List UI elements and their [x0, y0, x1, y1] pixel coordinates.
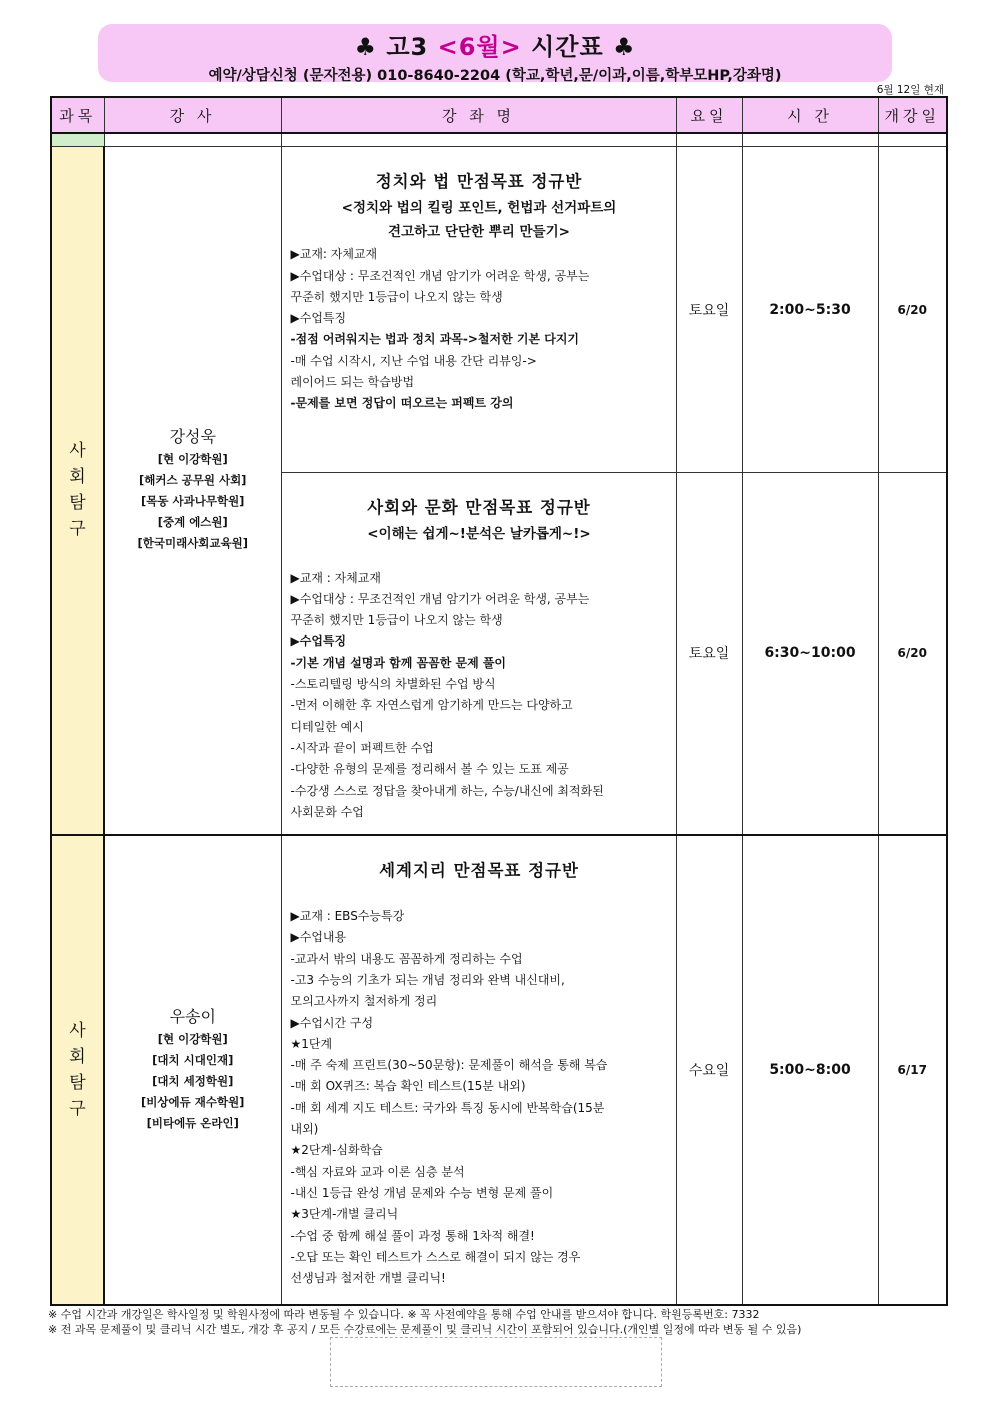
timetable — [50, 96, 948, 1306]
time-cell: 5:00~8:00 — [742, 835, 878, 1305]
teacher-career: [현 이강학원] — [157, 1031, 228, 1046]
title-banner — [98, 24, 892, 82]
start-date-cell: 6/17 — [878, 835, 947, 1305]
course-detail-line: ★3단계-개별 클리닉 — [290, 1207, 399, 1222]
table-row — [51, 147, 947, 473]
course-detail-line — [291, 546, 668, 567]
course-detail-line: -내신 1등급 완성 개념 문제와 수능 변형 문제 풀이 — [290, 1185, 554, 1200]
start-date-cell: 6/20 — [878, 473, 947, 835]
start-date-cell: 6/20 — [878, 147, 947, 473]
day-cell: 수요일 — [676, 835, 742, 1305]
course-detail-line: ★1단계 — [290, 1036, 333, 1051]
as-of-date: 6월 12일 현재 — [876, 84, 944, 96]
teacher-cell — [104, 835, 281, 1305]
course-cell — [281, 473, 676, 835]
teacher-career: [해커스 공무원 사회] — [139, 473, 247, 488]
day-cell: 토요일 — [676, 473, 742, 835]
teacher-name: 강성욱 — [169, 427, 216, 447]
course-detail-line: 디테일한 예시 — [290, 719, 364, 734]
time-cell: 2:00~5:30 — [742, 147, 878, 473]
course-detail-line: ▶교재: 자체교재 — [290, 247, 378, 262]
footer-note: ※ 전 과목 문제풀이 및 클리닉 시간 별도, 개강 후 공지 / 모든 수강료에는 문제풀이 및 클리닉 시간이 포함되어 있습니다.(개인별 일정에 따라 변동 될 수 있음) — [48, 1323, 802, 1336]
course-detail-line: -시작과 끝이 퍼펙트한 수업 — [290, 740, 434, 755]
course-detail-line — [291, 885, 668, 906]
subject-cell: 사 회 탐 구 — [51, 835, 104, 1305]
course-detail-line: ★2단계-심화학습 — [290, 1143, 383, 1158]
table-header — [51, 97, 947, 133]
course-detail-line: -수업 중 함께 해설 풀이 과정 통해 1차적 해결! — [290, 1228, 535, 1243]
teacher-career: [대치 시대인재] — [152, 1052, 234, 1067]
course-detail-line: -고3 수능의 기초가 되는 개념 정리와 완벽 내신대비, — [290, 972, 565, 987]
empty-box — [330, 1337, 662, 1387]
table-row — [51, 835, 947, 1305]
subject-cell: 사 회 탐 구 — [51, 147, 104, 835]
course-detail-line: -기본 개념 설명과 함께 꼼꼼한 문제 풀이 — [290, 655, 507, 670]
course-detail-line: -매 주 숙제 프린트(30~50문항): 문제풀이 해석을 통해 복습 — [290, 1058, 608, 1073]
course-title: 세계지리 만점목표 정규반 — [379, 860, 579, 880]
course-detail-line: ▶수업내용 — [290, 930, 347, 945]
course-detail-line: ▶교재 : 자체교재 — [290, 570, 381, 585]
teacher-career: [대치 세정학원] — [152, 1073, 234, 1088]
time-cell: 6:30~10:00 — [742, 473, 878, 835]
course-detail-line: -교과서 밖의 내용도 꼼꼼하게 정리하는 수업 — [290, 951, 523, 966]
teacher-career: [비상에듀 재수학원] — [141, 1094, 245, 1109]
teacher-career: [한국미래사회교육원] — [137, 536, 248, 551]
course-cell — [281, 147, 676, 473]
course-title: 사회와 문화 만점목표 정규반 — [367, 498, 591, 517]
col-teacher: 강 사 — [104, 97, 281, 133]
course-detail-line: -매 회 OX퀴즈: 복습 확인 테스트(15분 내외) — [290, 1079, 526, 1094]
teacher-name: 우송이 — [169, 1006, 216, 1026]
course-detail-line: -매 회 세계 지도 테스트: 국가와 특징 동시에 반복학습(15분 — [290, 1100, 605, 1115]
page-title: ♣ 고3 <6월> 시간표 ♣ — [354, 33, 636, 61]
course-detail-line: -문제를 보면 정답이 떠오르는 퍼펙트 강의 — [290, 396, 514, 411]
course-detail-line: -수강생 스스로 정답을 찾아내게 하는, 수능/내신에 최적화된 — [290, 783, 604, 798]
course-detail-line: -매 수업 시작시, 지난 수업 내용 간단 리뷰잉-> — [290, 353, 537, 368]
course-subtitle: <이해는 쉽게~!분석은 날카롭게~!> — [367, 526, 591, 543]
course-subtitle: 견고하고 단단한 뿌리 만들기> — [388, 224, 570, 241]
col-start: 개강일 — [878, 97, 947, 133]
course-detail-line: -다양한 유형의 문제를 정리해서 볼 수 있는 도표 제공 — [290, 762, 569, 777]
course-detail-line: ▶수업대상 : 무조건적인 개념 암기가 어려운 학생, 공부는 — [290, 591, 590, 606]
course-detail-line: ▶수업대상 : 무조건적인 개념 암기가 어려운 학생, 공부는 — [290, 268, 590, 283]
title-month: <6월> — [437, 33, 522, 61]
course-detail-line: 꾸준히 했지만 1등급이 나오지 않는 학생 — [290, 613, 503, 628]
course-detail-line: 레이어드 되는 학습방법 — [290, 375, 415, 390]
course-detail-line: -스토리텔링 방식의 차별화된 수업 방식 — [290, 677, 496, 692]
course-detail-line: 선생님과 철저한 개별 클리닉! — [290, 1271, 446, 1286]
teacher-career: [목동 사과나무학원] — [141, 494, 245, 509]
col-time: 시 간 — [742, 97, 878, 133]
course-detail-line: ▶교재 : EBS수능특강 — [290, 909, 405, 924]
course-detail-line: 꾸준히 했지만 1등급이 나오지 않는 학생 — [290, 289, 503, 304]
teacher-career: [비타에듀 온라인] — [146, 1115, 239, 1130]
course-detail-line: -오답 또는 확인 테스트가 스스로 해결이 되지 않는 경우 — [290, 1249, 581, 1264]
course-detail-line: 사회문화 수업 — [290, 804, 364, 819]
course-detail-line: 내외) — [290, 1122, 319, 1137]
course-detail-line: ▶수업특징 — [290, 311, 347, 326]
day-cell: 토요일 — [676, 147, 742, 473]
col-day: 요일 — [676, 97, 742, 133]
course-title: 정치와 법 만점목표 정규반 — [375, 172, 583, 191]
course-detail-line: 모의고사까지 철저하게 정리 — [290, 994, 438, 1009]
teacher-cell — [104, 147, 281, 835]
spacer-row — [51, 133, 947, 147]
teacher-career: [현 이강학원] — [157, 452, 228, 467]
course-detail-line: -핵심 자료와 교과 이론 심층 분석 — [290, 1164, 465, 1179]
course-subtitle: <정치와 법의 킬링 포인트, 헌법과 선거파트의 — [341, 200, 617, 217]
footer-note: ※ 수업 시간과 개강일은 학사일정 및 학원사정에 따라 변동될 수 있습니다. ※ 꼭 사전예약을 통해 수업 안내를 받으셔야 합니다. 학원등록번호: 7332 — [48, 1308, 760, 1321]
course-detail-line: -먼저 이해한 후 자연스럽게 암기하게 만드는 다양하고 — [290, 698, 573, 713]
course-cell — [281, 835, 676, 1305]
course-detail-line: ▶수업시간 구성 — [290, 1015, 374, 1030]
contact-info: 예약/상담신청 (문자전용) 010-8640-2204 (학교,학년,문/이과,이름,학부모HP,강좌명) — [208, 68, 782, 84]
col-course: 강 좌 명 — [281, 97, 676, 133]
course-detail-line: ▶수업특징 — [290, 634, 347, 649]
course-detail-line: -점점 어려워지는 법과 정치 과목->철저한 기본 다지기 — [290, 332, 580, 347]
col-subject: 과목 — [51, 97, 104, 133]
teacher-career: [중계 에스원] — [157, 515, 228, 530]
